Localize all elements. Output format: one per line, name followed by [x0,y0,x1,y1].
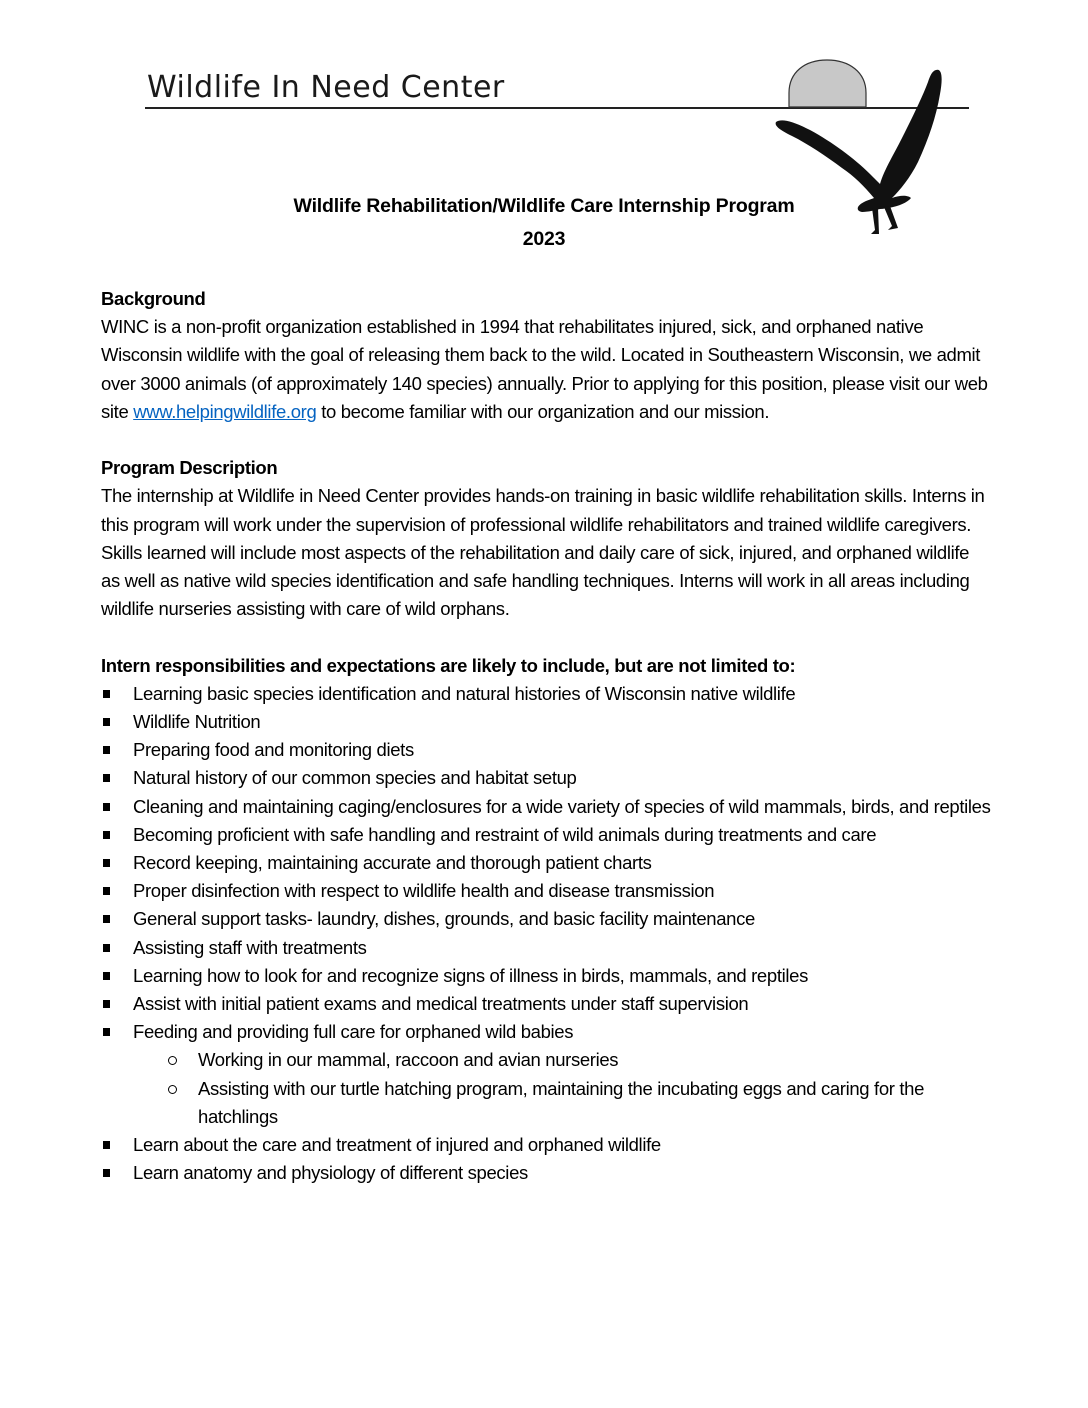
responsibilities-heading: Intern responsibilities and expectations are likely to include, but are not limited to: [101,654,796,676]
list-item-text: Wildlife Nutrition [133,711,261,733]
program-description-paragraph-1: The internship at Wildlife in Need Center provides hands-on training in basic wildlife rehabilitation skills. Interns in this program will work under the supervision of professional wildlife rehabilitators and trained wildlife caregivers. [101,485,985,535]
program-description-paragraph-2: Skills learned will include most aspects of the rehabilitation and daily care of sick, injured, and orphaned wildlife as well as native wild species identification and safe handling techniques. Interns will work in all areas including wildlife nurseries assisting with care of wild orphans. [101,541,970,620]
square-bullet-icon [103,746,110,754]
list-item [101,821,991,849]
sub-list-item-text: Assisting with our turtle hatching program, maintaining the incubating eggs and caring for the hatchlings [198,1077,925,1127]
list-item [101,708,991,736]
list-item-text: Learning how to look for and recognize signs of illness in birds, mammals, and reptiles [133,964,808,986]
background-section [101,285,991,426]
square-bullet-icon [103,831,110,839]
square-bullet-icon [103,774,110,782]
list-item-text: Assisting staff with treatments [133,936,367,958]
circle-bullet-icon [168,1085,177,1094]
list-item [101,1131,991,1159]
background-text-end: to become familiar with our organization and our mission. [316,400,770,422]
list-item-text: Assist with initial patient exams and medical treatments under staff supervision [133,993,749,1015]
list-item-text: Cleaning and maintaining caging/enclosures for a wide variety of species of wild mammals, birds, and reptiles [133,795,991,817]
list-item-text: Natural history of our common species and habitat setup [133,767,577,789]
sub-list-item [101,1046,991,1074]
website-link[interactable]: www.helpingwildlife.org [133,400,317,422]
circle-bullet-icon [168,1056,177,1065]
list-item [101,793,991,821]
program-description-heading: Program Description [101,457,278,479]
document-body [101,285,991,1187]
list-item [101,990,991,1018]
square-bullet-icon [103,944,110,952]
list-item [101,1159,991,1187]
list-item [101,877,991,905]
list-item [101,764,991,792]
square-bullet-icon [103,859,110,867]
list-item [101,1018,991,1046]
list-item-text: Learn anatomy and physiology of different species [133,1162,528,1184]
square-bullet-icon [103,1169,110,1177]
square-bullet-icon [103,803,110,811]
responsibilities-sublist [101,1046,991,1131]
sub-list-item-text: Working in our mammal, raccoon and avian nurseries [198,1049,619,1071]
sun-icon [789,60,866,107]
list-item-text: Record keeping, maintaining accurate and thorough patient charts [133,852,652,874]
square-bullet-icon [103,972,110,980]
program-description-section [101,454,991,623]
background-text-start: WINC is a non-profit organization established in 1994 that rehabilitates injured, sick, and orphaned native Wisconsin wildlife with the goal of releasing them back to the wild. Located in Southeastern Wisconsin, we admit over 3000 animals (of approximately 140 species) annually. Prior to applying for this position, please visit our web site [101,316,988,422]
list-item-text: General support tasks- laundry, dishes, grounds, and basic facility maintenance [133,908,755,930]
list-item [101,962,991,990]
list-item [101,934,991,962]
square-bullet-icon [103,1000,110,1008]
responsibilities-section [101,652,991,1188]
list-item-text: Learning basic species identification and natural histories of Wisconsin native wildlife [133,682,796,704]
list-item-text: Becoming proficient with safe handling and restraint of wild animals during treatments and care [133,823,877,845]
square-bullet-icon [103,1141,110,1149]
list-item-text: Feeding and providing full care for orphaned wild babies [133,1021,574,1043]
document-year: 2023 [522,228,566,250]
list-item [101,849,991,877]
document-title: Wildlife Rehabilitation/Wildlife Care Internship Program [293,195,795,217]
spacer [101,426,991,454]
list-item-text: Learn about the care and treatment of injured and orphaned wildlife [133,1134,661,1156]
responsibilities-list [101,680,991,1047]
list-item [101,680,991,708]
list-item-text: Proper disinfection with respect to wildlife health and disease transmission [133,880,715,902]
list-item-text: Preparing food and monitoring diets [133,739,414,761]
background-heading: Background [101,288,206,309]
list-item [101,736,991,764]
square-bullet-icon [103,690,110,698]
square-bullet-icon [103,915,110,923]
logo-art [760,58,980,248]
responsibilities-list-continued [101,1131,991,1187]
spacer [101,623,991,651]
square-bullet-icon [103,718,110,726]
square-bullet-icon [103,887,110,895]
org-logo-text: Wildlife In Need Center [147,70,505,105]
square-bullet-icon [103,1028,110,1036]
list-item [101,905,991,933]
background-paragraph [101,313,991,426]
sub-list-item [101,1075,991,1131]
